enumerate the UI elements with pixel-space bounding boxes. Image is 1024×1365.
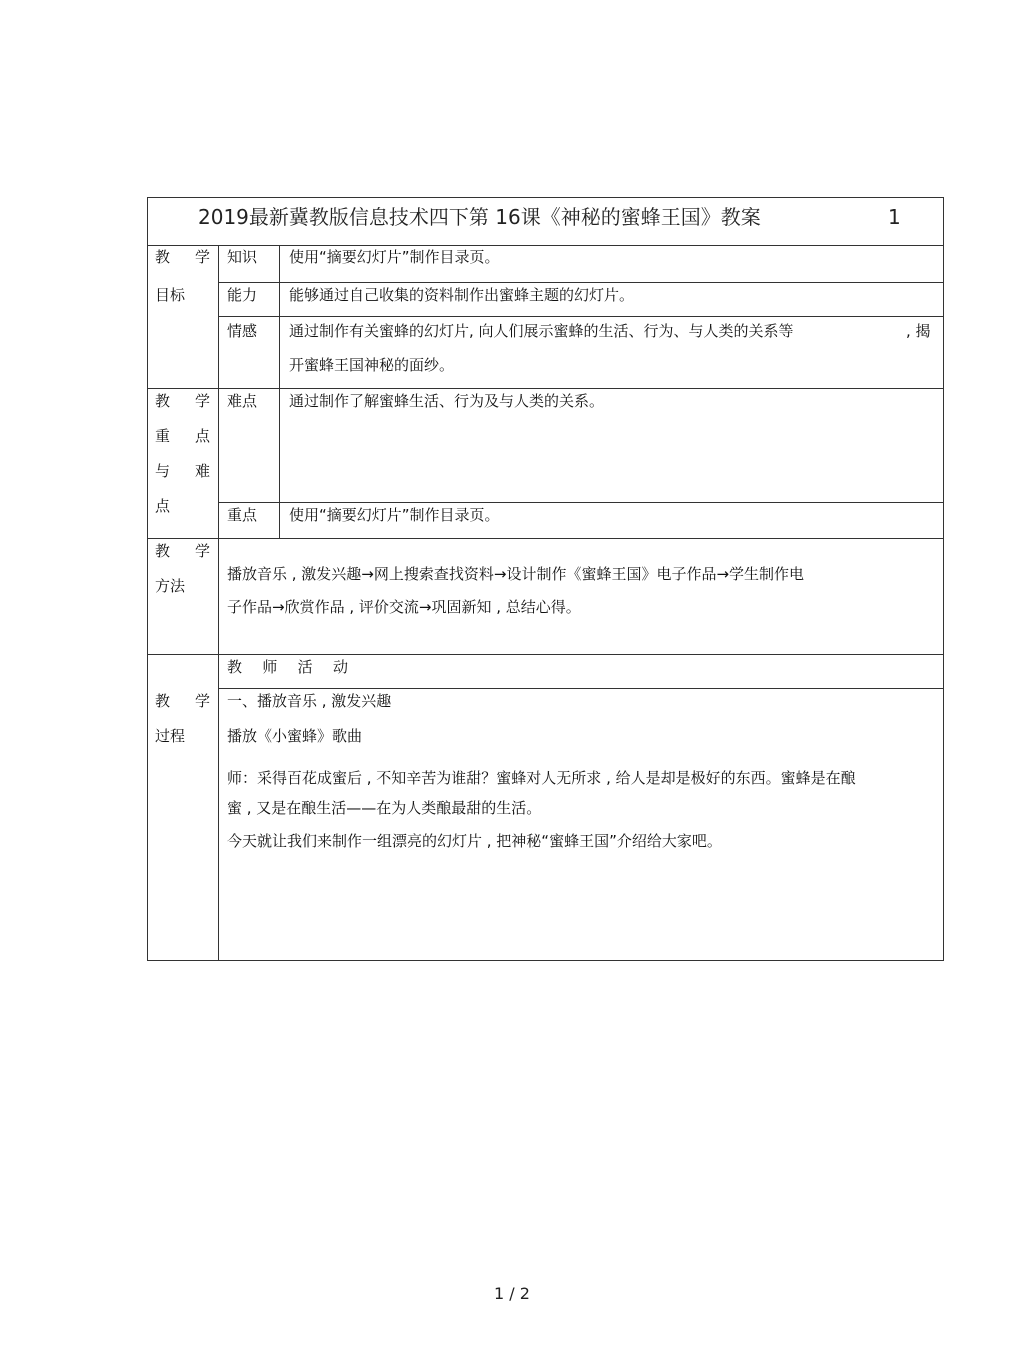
row-divider [147, 245, 944, 246]
difficulty-label: 难点 [227, 392, 258, 410]
process-header-line-2: 过程 [155, 727, 186, 745]
method-header-line-1: 教 学 [155, 542, 210, 560]
table-border-bottom [147, 960, 944, 961]
table-border-top [147, 197, 944, 198]
document-title-suffix: 1 [888, 205, 901, 229]
emotion-text-line-2: 开蜜蜂王国神秘的面纱。 [289, 356, 455, 374]
keypoints-header-line-4: 点 [155, 497, 171, 515]
keypoints-header-line-3: 与 难 [155, 462, 210, 480]
keypoints-header-line-1: 教 学 [155, 392, 210, 410]
knowledge-text: 使用“摘要幻灯片”制作目录页。 [289, 248, 500, 266]
process-line-2: 播放《小蜜蜂》歌曲 [227, 727, 363, 745]
row-divider [147, 538, 944, 539]
key-label: 重点 [227, 506, 258, 524]
ability-text: 能够通过自己收集的资料制作出蜜蜂主题的幻灯片。 [289, 286, 635, 304]
objectives-header-line-2: 目标 [155, 286, 186, 304]
table-border-right [943, 197, 944, 961]
table-border-left [147, 197, 148, 961]
row-divider [218, 688, 944, 689]
emotion-text-line-1: 通过制作有关蜜蜂的幻灯片, 向人们展示蜜蜂的生活、行为、与人类的关系等 [289, 322, 794, 340]
row-divider [218, 502, 944, 503]
column-divider [279, 245, 280, 388]
knowledge-label: 知识 [227, 248, 258, 266]
emotion-label: 情感 [227, 322, 258, 340]
emotion-text-line-1-end: , 揭 [906, 322, 931, 340]
keypoints-header-line-2: 重 点 [155, 427, 210, 445]
key-text: 使用“摘要幻灯片”制作目录页。 [289, 506, 500, 524]
process-line-4: 蜜 , 又是在酿生活——在为人类酿最甜的生活。 [227, 799, 542, 817]
row-divider [218, 282, 944, 283]
process-header-line-1: 教 学 [155, 692, 210, 710]
page-number: 1 / 2 [494, 1284, 530, 1303]
difficulty-text: 通过制作了解蜜蜂生活、行为及与人类的关系。 [289, 392, 605, 410]
objectives-header-line-1: 教 学 [155, 248, 210, 266]
row-divider [218, 316, 944, 317]
method-text-line-2: 子作品→欣赏作品 , 评价交流→巩固新知 , 总结心得。 [227, 598, 581, 616]
row-divider [147, 388, 944, 389]
document-title: 2019最新冀教版信息技术四下第 16课《神秘的蜜蜂王国》教案 [198, 205, 761, 229]
row-divider [147, 654, 944, 655]
process-line-5: 今天就让我们来制作一组漂亮的幻灯片 , 把神秘“蜜蜂王国”介绍给大家吧。 [227, 832, 722, 850]
method-header-line-2: 方法 [155, 577, 186, 595]
column-divider [279, 388, 280, 538]
column-divider [218, 245, 219, 961]
teacher-activity-title: 教 师 活 动 [227, 658, 348, 676]
process-line-1: 一、播放音乐 , 激发兴趣 [227, 692, 392, 710]
process-line-3: 师：采得百花成蜜后 , 不知辛苦为谁甜？蜜蜂对人无所求 , 给人是却是极好的东西。蜜蜂是在酿 [227, 769, 856, 787]
ability-label: 能力 [227, 286, 258, 304]
method-text-line-1: 播放音乐 , 激发兴趣→网上搜索查找资料→设计制作《蜜蜂王国》电子作品→学生制作电 [227, 565, 805, 583]
